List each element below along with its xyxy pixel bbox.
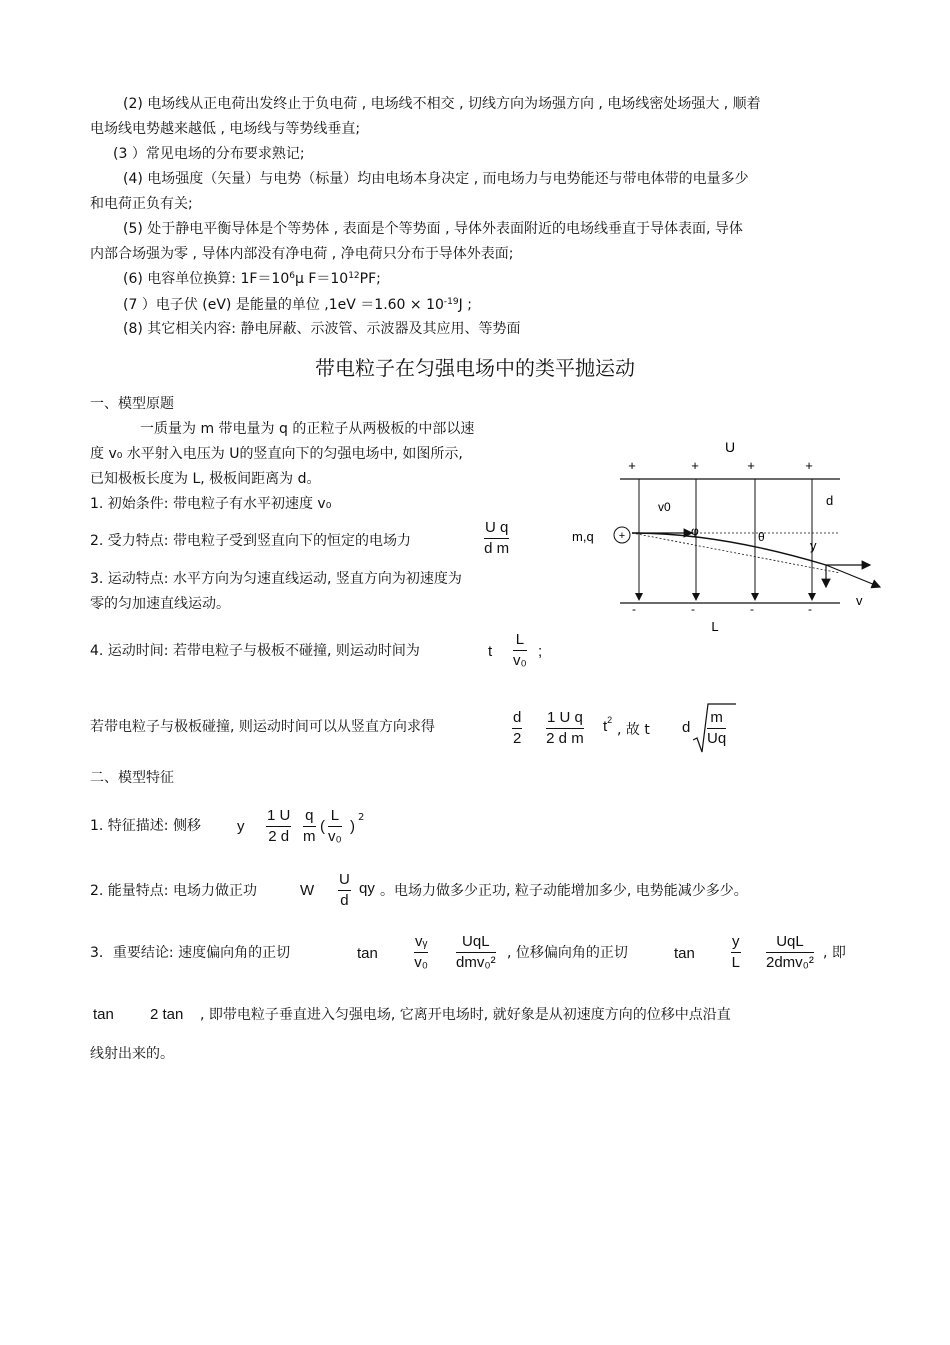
page-title: 带电粒子在匀强电场中的类平抛运动	[315, 356, 635, 380]
label-v: v	[856, 593, 863, 608]
f3-fraction-uql-dmv: UqL dmv₀²	[456, 933, 496, 971]
v-arrow	[826, 565, 880, 587]
collide-d: d	[682, 719, 691, 736]
intro-line1: 一质量为 m 带电量为 q 的正粒子从两极板的中部以速	[140, 421, 475, 437]
prop-2-line2: 电场线电势越来越低 , 电场线与等势线垂直;	[90, 121, 361, 137]
collide-fraction-d2: $\frac{d}{2}$	[513, 709, 522, 747]
feature-energy-label: 2. 能量特点: 电场力做正功	[90, 883, 257, 899]
prop-5-line1: (5) 处于静电平衡导体是个等势体 , 表面是个等势面 , 导体外表面附近的电场线垂直于导体表面, 导体	[123, 221, 743, 237]
f2-fraction: $\frac{U}{d}$	[339, 871, 350, 909]
minus-sign: -	[632, 602, 636, 616]
label-v0: v0	[658, 500, 671, 514]
collide-fraction-uq: $\frac{\text{1 U q}}{\text{2 d m}}$	[546, 709, 584, 747]
feature-conclusion-label: 3．重要结论: 速度偏向角的正切	[90, 945, 291, 961]
prop-4-line1: (4) 电场强度（矢量）与电势（标量）均由电场本身决定 , 而电场力与电势能还与带电体带的电量多少	[123, 171, 749, 187]
intro-line2: 度 v₀ 水平射入电压为 U的竖直向下的匀强电场中, 如图所示,	[90, 446, 463, 462]
plus-sign: +	[628, 458, 636, 473]
f1-fraction-3: $\frac{L}{\text{v₀}}$	[328, 807, 342, 845]
item-time: 4. 运动时间: 若带电粒子与极板不碰撞, 则运动时间为	[90, 643, 420, 659]
prop-6: (6) 电容单位换算: $1F=10^6\mu$ $F=10^{12}PF$;	[123, 271, 381, 287]
label-mq: m,q	[572, 529, 594, 544]
particle-plus: +	[618, 530, 626, 542]
item-motion-line2: 零的匀加速直线运动。	[90, 596, 230, 612]
f4-text: , 即带电粒子垂直进入匀强电场, 它离开电场时, 就好象是从初速度方向的位移中点沿直	[200, 1007, 731, 1023]
sqrt-fraction: $\frac{m}{Uq}$	[707, 709, 727, 747]
label-d: d	[826, 493, 834, 508]
plus-sign: +	[691, 458, 699, 473]
f1-close-paren: )	[350, 818, 355, 835]
label-U: U	[724, 439, 736, 455]
time-t: t	[488, 643, 493, 660]
time-semicolon: ;	[538, 643, 543, 660]
label-y: y	[810, 538, 817, 553]
f3-end: , 即	[823, 945, 846, 961]
collide-text: 若带电粒子与极板碰撞, 则运动时间可以从竖直方向求得	[90, 719, 435, 735]
minus-sign: -	[808, 602, 812, 616]
prop-3: (3 ）常见电场的分布要求熟记;	[113, 146, 305, 162]
exit-extension-line	[632, 533, 840, 573]
section2-heading: 二、模型特征	[90, 770, 174, 786]
f3-fraction-vy-v0: $\frac{\text{vᵧ}}{\text{v₀}}$	[414, 933, 429, 971]
f1-y: y	[237, 818, 245, 835]
trajectory	[632, 533, 826, 565]
prop-7: (7 ）电子伏 (eV) 是能量的单位 $,1eV =1.60 \times 10^{-19}J$ ;	[123, 297, 472, 313]
prop-4-line2: 和电荷正负有关;	[90, 196, 193, 212]
prop-5-line2: 内部合场强为零 , 导体内部没有净电荷 , 净电荷只分布于导体外表面;	[90, 246, 514, 262]
minus-sign: -	[750, 602, 754, 616]
f1-exponent: 2	[358, 812, 365, 823]
time-fraction: $\frac{L}{\text{v₀}}$	[513, 631, 527, 669]
f3-tan-velocity: tan	[357, 945, 378, 962]
item-force: 2. 受力特点: 带电粒子受到竖直向下的恒定的电场力	[90, 533, 411, 549]
item-initial-condition: 1. 初始条件: 带电粒子有水平初速度 v₀	[90, 496, 332, 512]
f2-qy: qy	[359, 880, 375, 897]
f3-tan-displacement: tan	[674, 945, 695, 962]
f3-mid-text: , 位移偏向角的正切	[507, 945, 628, 961]
prop-2-line1: (2) 电场线从正电荷出发终止于负电荷 , 电场线不相交 , 切线方向为场强方向 , 电场线密处场强大 , 顺着	[123, 96, 761, 112]
f4-text-line2: 线射出来的。	[90, 1046, 174, 1062]
f1-open-paren: (	[320, 818, 325, 835]
item-motion-line1: 3. 运动特点: 水平方向为匀速直线运动, 竖直方向为初速度为	[90, 571, 462, 587]
feature-displacement-label: 1. 特征描述: 侧移	[90, 818, 201, 834]
label-phi: φ	[691, 524, 699, 538]
parallel-plate-diagram	[570, 435, 890, 640]
label-L: L	[711, 619, 719, 634]
collide-so-t: , 故 t	[617, 722, 650, 738]
force-fraction: $\frac{\text{U q}}{\text{d m}}$	[484, 519, 510, 557]
f1-fraction-2: $\frac{q}{m}$	[303, 807, 316, 845]
f4-tan: tan	[93, 1006, 114, 1023]
prop-8: (8) 其它相关内容: 静电屏蔽、示波管、示波器及其应用、等势面	[123, 321, 521, 337]
plus-sign: +	[747, 458, 755, 473]
f1-fraction-1: $\frac{1 U}{2 d}$	[267, 807, 291, 845]
f3-fraction-uql-2dmv: UqL 2dmv₀²	[766, 933, 814, 971]
f2-text: 。电场力做多少正功, 粒子动能增加多少, 电势能减少多少。	[380, 883, 748, 899]
section1-heading: 一、模型原题	[90, 396, 174, 412]
f4-2tan: 2 tan	[150, 1006, 184, 1023]
f3-fraction-y-L: $\frac{y}{L}$	[731, 933, 740, 971]
intro-line3: 已知极板长度为 L, 极板间距离为 d。	[90, 471, 321, 487]
collide-t-squared: $t^2$	[603, 715, 613, 735]
minus-sign: -	[691, 602, 695, 616]
plus-sign: +	[805, 458, 813, 473]
f2-W: W	[300, 882, 315, 899]
label-theta: θ	[758, 530, 765, 544]
